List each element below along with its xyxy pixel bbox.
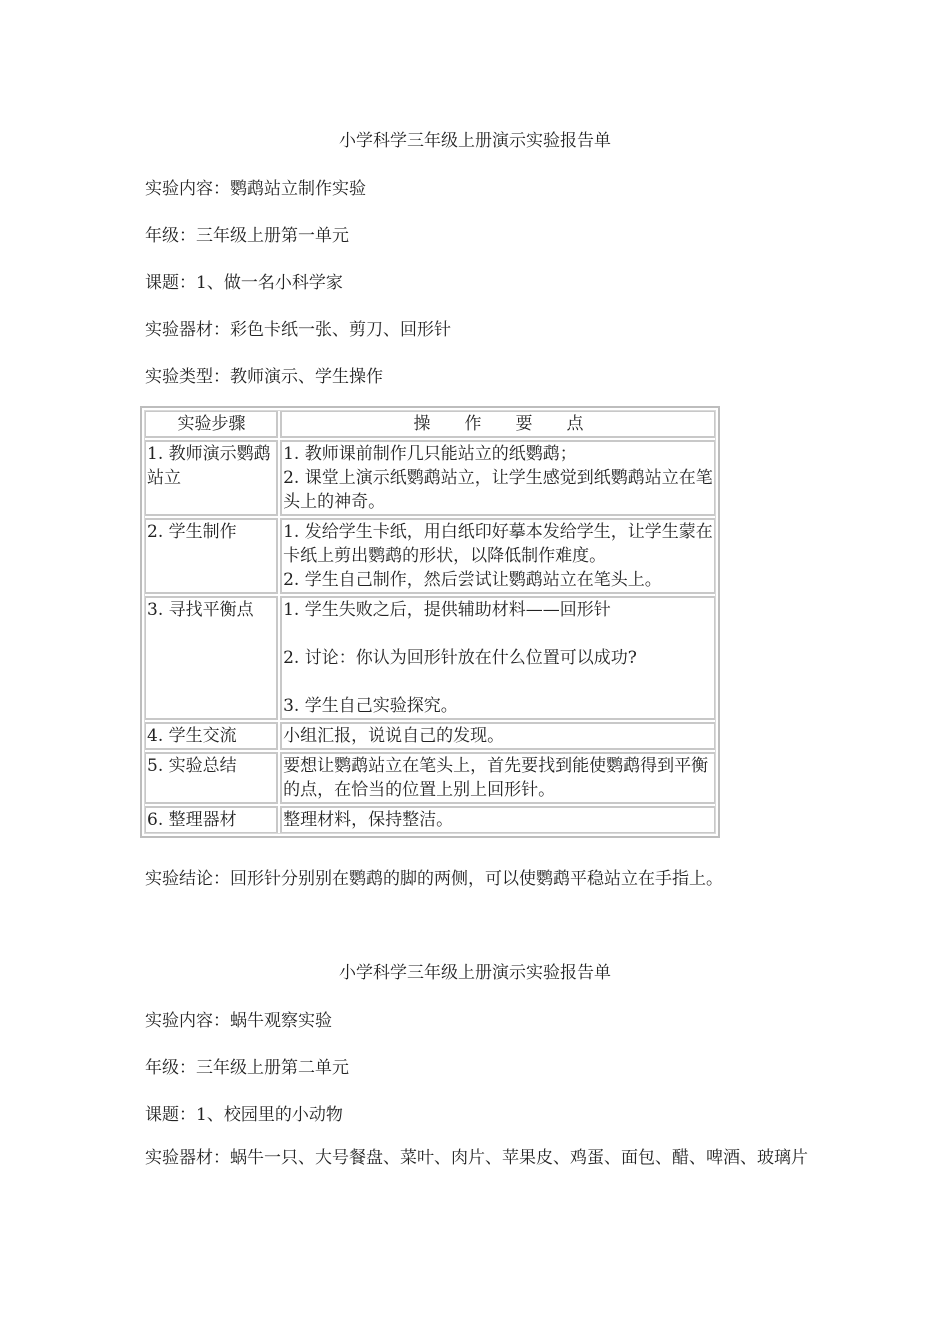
report1-topic: 课题：1、做一名小科学家 — [145, 273, 343, 293]
report1-materials: 实验器材：彩色卡纸一张、剪刀、回形针 — [145, 320, 451, 340]
report2-grade: 年级：三年级上册第二单元 — [145, 1058, 349, 1078]
header-step: 实验步骤 — [144, 410, 278, 438]
report1-grade: 年级：三年级上册第一单元 — [145, 226, 349, 246]
report2-content: 实验内容：蜗牛观察实验 — [145, 1011, 332, 1031]
experiment-steps-table — [140, 406, 720, 838]
ops-line: 2. 讨论：你认为回形针放在什么位置可以成功? — [283, 648, 637, 668]
ops-cell — [280, 440, 716, 516]
step-cell: 1. 教师演示鹦鹉站立 — [144, 440, 278, 516]
report1-content: 实验内容：鹦鹉站立制作实验 — [145, 179, 366, 199]
report1-conclusion: 实验结论：回形针分别别在鹦鹉的脚的两侧，可以使鹦鹉平稳站立在手指上。 — [145, 869, 723, 889]
step-cell: 4. 学生交流 — [144, 722, 278, 750]
ops-line: 1. 学生失败之后，提供辅助材料——回形针 — [283, 600, 611, 620]
report2-topic: 课题：1、校园里的小动物 — [145, 1105, 343, 1125]
step-cell: 6. 整理器材 — [144, 806, 278, 834]
report1-title: 小学科学三年级上册演示实验报告单 — [339, 131, 611, 151]
step-cell: 5. 实验总结 — [144, 752, 278, 804]
report2-materials: 实验器材：蜗牛一只、大号餐盘、菜叶、肉片、苹果皮、鸡蛋、面包、醋、啤酒、玻璃片 — [145, 1148, 808, 1168]
table-row — [144, 752, 716, 804]
ops-line: 2. 课堂上演示纸鹦鹉站立，让学生感觉到纸鹦鹉站立在笔头上的神奇。 — [283, 468, 713, 512]
step-cell: 2. 学生制作 — [144, 518, 278, 594]
ops-cell — [280, 806, 716, 834]
ops-line: 要想让鹦鹉站立在笔头上，首先要找到能使鹦鹉得到平衡的点，在恰当的位置上别上回形针。 — [283, 756, 709, 800]
table-row — [144, 518, 716, 594]
ops-line: 1. 发给学生卡纸，用白纸印好摹本发给学生，让学生蒙在卡纸上剪出鹦鹉的形状，以降低制作难度。 — [283, 522, 713, 566]
ops-line: 3. 学生自己实验探究。 — [283, 696, 458, 716]
ops-cell — [280, 752, 716, 804]
table-row — [144, 440, 716, 516]
ops-cell — [280, 518, 716, 594]
report1-type: 实验类型：教师演示、学生操作 — [145, 367, 383, 387]
ops-cell — [280, 722, 716, 750]
report2-title: 小学科学三年级上册演示实验报告单 — [339, 963, 611, 983]
table-row — [144, 722, 716, 750]
ops-line: 整理材料，保持整洁。 — [283, 810, 454, 830]
header-ops: 操 作 要 点 — [280, 410, 716, 438]
ops-line: 2. 学生自己制作，然后尝试让鹦鹉站立在笔头上。 — [283, 570, 662, 590]
ops-line: 小组汇报，说说自己的发现。 — [283, 726, 505, 746]
ops-cell — [280, 596, 716, 720]
step-cell: 3. 寻找平衡点 — [144, 596, 278, 720]
ops-line: 1. 教师课前制作几只能站立的纸鹦鹉； — [283, 444, 577, 464]
table-row — [144, 806, 716, 834]
table-row — [144, 596, 716, 720]
table-header-row — [144, 410, 716, 438]
